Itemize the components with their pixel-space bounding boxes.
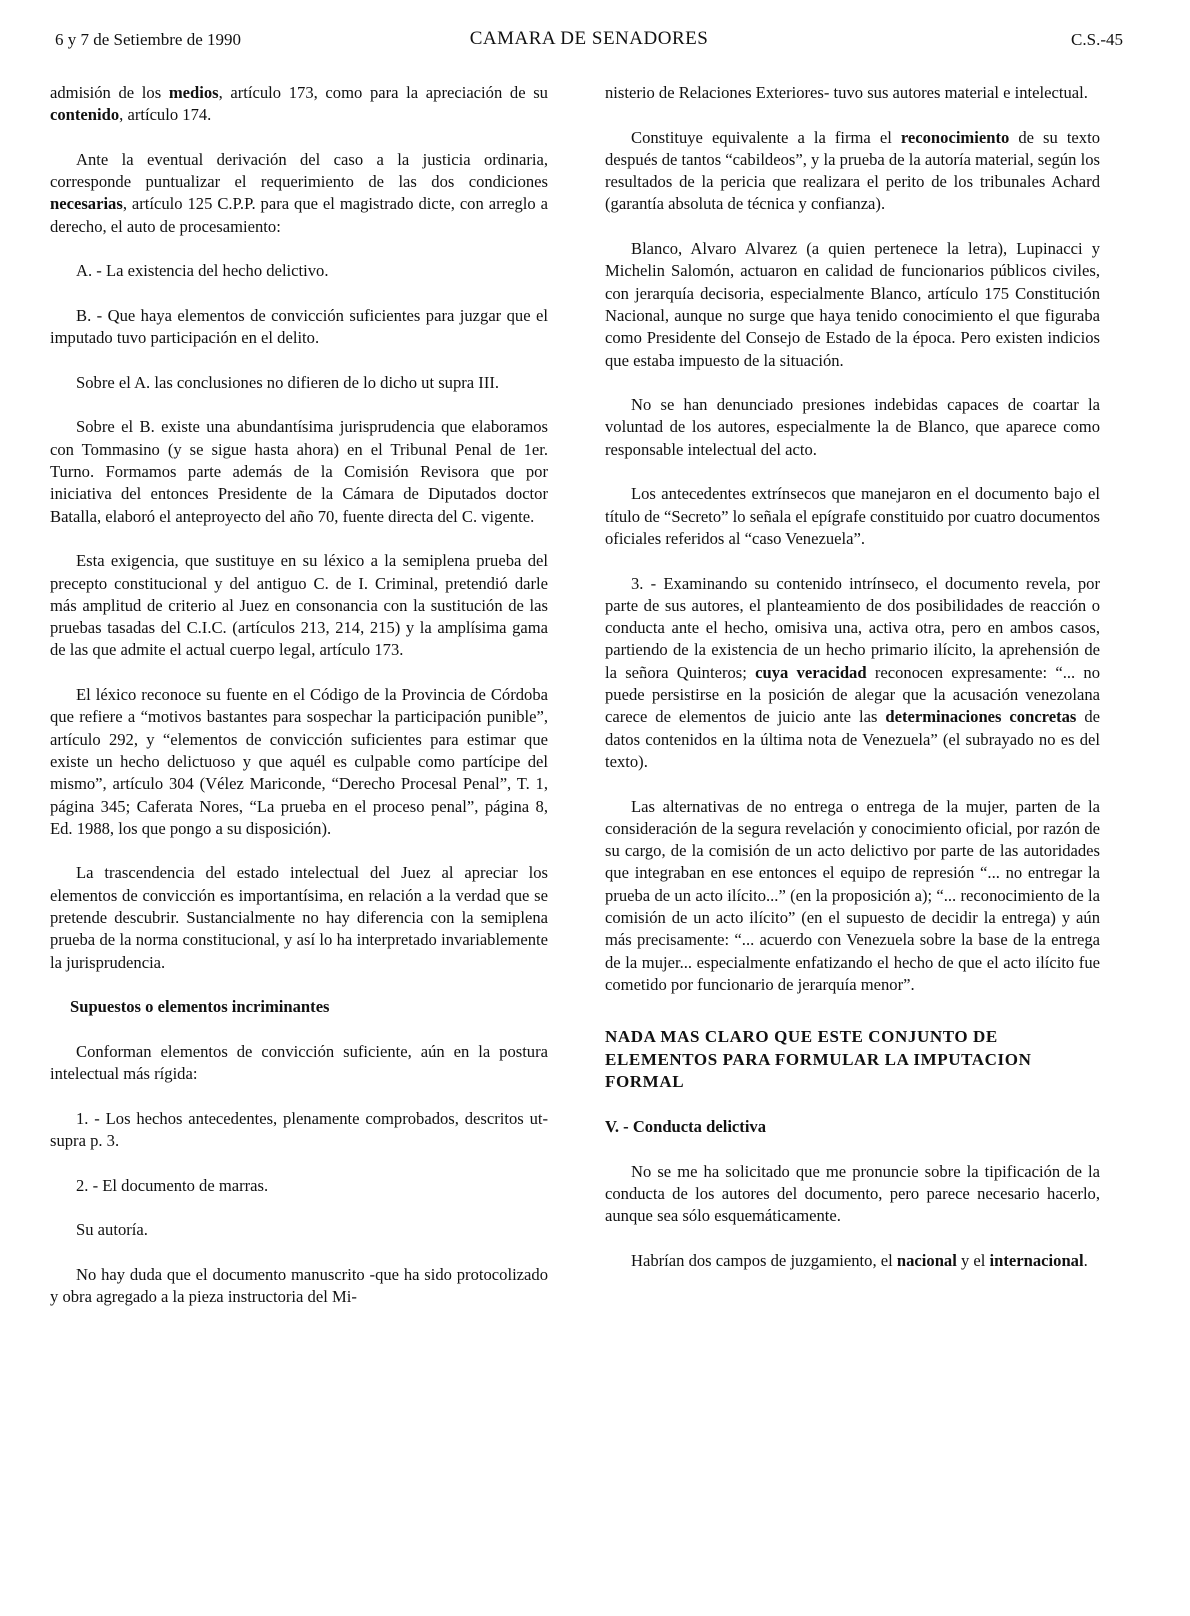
paragraph: No se me ha solicitado que me pronuncie sobre la tipificación de la conducta de los autores del documento, pero parece necesario hacerlo, aunque sea sólo esquemáticamente.	[605, 1161, 1100, 1226]
left-column	[50, 82, 548, 1308]
text: admisión de los	[50, 83, 169, 102]
bold-text: reconocimiento	[900, 127, 1010, 147]
paragraph: Las alternativas de no entrega o entrega de la mujer, parten de la consideración de la segura revelación y conocimiento oficial, por razón de su cargo, de la comisión de un acto delictivo por parte de las autoridades que integraban en ese entonces el equipo de represión “... no entregar la prueba de un acto ilícito...” (en la proposición a); “... reconocimiento de la comisión de un acto ilícito” (en el supuesto de decidir la entrega) y aún más precisamente: “... acuerdo con Venezuela sobre la base de la entrega de la mujer... especialmente enfatizando el hecho de que el acto ilícito fue cometido por funcionario de jerarquía menor”.	[605, 796, 1100, 994]
paragraph: A. - La existencia del hecho delictivo.	[76, 261, 329, 281]
text: Constituye equivalente a la firma el	[631, 127, 901, 147]
text: Habrían dos campos de juzgamiento, el	[631, 1250, 897, 1270]
emphasis-statement: NADA MAS CLARO QUE ESTE CONJUNTO DE ELEMENTOS PARA FORMULAR LA IMPUTACION FORMAL	[605, 1027, 1032, 1092]
paragraph: Sobre el A. las conclusiones no difieren de lo dicho ut supra III.	[76, 372, 500, 392]
text: de su texto después de tantos “cabildeos”, y la prueba de la autoría material, según los resultados de la pericia que realizara el perito de los tribunales Achard (garantía absoluta de técnica y confianza).	[605, 127, 1100, 214]
paragraph: 2. - El documento de marras.	[76, 1175, 269, 1195]
page-header	[55, 30, 1123, 60]
text: , artículo 173, como para la apreciación de su	[218, 83, 548, 102]
text: y el	[956, 1250, 990, 1270]
paragraph	[50, 149, 548, 238]
bold-text: medios	[168, 83, 219, 102]
paragraph: B. - Que haya elementos de convicción suficientes para juzgar que el imputado tuvo participación en el delito.	[50, 305, 548, 348]
paragraph: 1. - Los hechos antecedentes, plenamente comprobados, descritos ut-supra p. 3.	[50, 1108, 548, 1150]
bold-text: necesarias	[50, 194, 123, 214]
header-page-number: C.S.-45	[1071, 30, 1123, 49]
paragraph: Esta exigencia, que sustituye en su léxico a la semiplena prueba del precepto constitucional y del antiguo C. de I. Criminal, pretendió darle más amplitud de criterio al Juez en consonancia con la sustitución de las pruebas tasadas del C.I.C. (artículos 213, 214, 215) y la amplísima gama de las que admite el actual cuerpo legal, artículo 173.	[50, 551, 548, 660]
bold-text: contenido	[50, 105, 120, 125]
paragraph: Su autoría.	[76, 1220, 148, 1240]
bold-text: internacional	[989, 1250, 1084, 1270]
text: , artículo 125 C.P.P. para que el magistrado dicte, con arreglo a derecho, el auto de procesamiento:	[50, 194, 548, 236]
text: 3. - Examinando su contenido intrínseco, el documento revela, por parte de sus autores, el planteamiento de dos posibilidades de reacción o conducta ante el hecho, omisiva una, activa otra, pero en ambos casos, partiendo de la existencia de un hecho primario ilícito, la aprehensión de la señora Quinteros;	[605, 573, 1100, 682]
section-heading: V. - Conducta delictiva	[605, 1116, 767, 1136]
bold-text: cuya veracidad	[755, 662, 867, 682]
paragraph	[605, 573, 1100, 774]
paragraph: No se han denunciado presiones indebidas capaces de coartar la voluntad de los autores, especialmente la de Blanco, que aparece como responsable intelectual del acto.	[605, 395, 1100, 459]
text: de datos contenidos en la última nota de Venezuela” (el subrayado no es del texto).	[605, 707, 1101, 771]
paragraph	[605, 1250, 1100, 1272]
text: .	[1083, 1250, 1088, 1270]
paragraph: Los antecedentes extrínsecos que manejaron en el documento bajo el título de “Secreto” lo señala el epígrafe constituido por cuatro documentos oficiales referidos al “caso Venezuela”.	[605, 484, 1100, 548]
paragraph	[50, 82, 548, 127]
text: reconocen expresamente: “... no puede persistirse en la posición de alegar que la acusación venezolana carece de elementos de juicio ante las	[605, 662, 1100, 727]
text: Ante la eventual derivación del caso a la justicia ordinaria, corresponde puntualizar el requerimiento de las dos condiciones	[50, 149, 548, 192]
header-chamber-title: CAMARA DE SENADORES	[469, 28, 709, 49]
paragraph: Conforman elementos de convicción suficiente, aún en la postura intelectual más rígida:	[50, 1041, 548, 1084]
paragraph: nisterio de Relaciones Exteriores- tuvo sus autores material e intelectual.	[605, 83, 1088, 102]
section-heading: Supuestos o elementos incriminantes	[70, 997, 330, 1017]
paragraph: La trascendencia del estado intelectual del Juez al apreciar los elementos de convicción es importantísima, en relación a la verdad que se pretende descubrir. Sustancialmente no hay diferencia con la semiplena prueba de la norma constitucional, y así lo ha interpretado invariablemente la jurisprudencia.	[50, 863, 548, 972]
bold-text: nacional	[896, 1250, 957, 1270]
right-column	[605, 82, 1100, 1272]
text: , artículo 174.	[119, 105, 212, 125]
header-date: 6 y 7 de Setiembre de 1990	[55, 30, 242, 49]
paragraph: Blanco, Alvaro Alvarez (a quien pertenece la letra), Lupinacci y Michelin Salomón, actuaron en calidad de funcionarios públicos civiles, con jerarquía decisoria, especialmente Blanco, artículo 175 Constitución Nacional, aunque no surge que haya tenido conocimiento el que figuraba como Presidente del Consejo de Estado de la época. Pero existen indicios que estaba impuesto de la situación.	[605, 239, 1100, 370]
paragraph: El léxico reconoce su fuente en el Código de la Provincia de Córdoba que refiere a “motivos bastantes para sospechar la participación punible”, artículo 292, y “elementos de convicción suficientes para estimar que existe un hecho delictuoso y que aquél es culpable como partícipe del mismo”, artículo 304 (Vélez Mariconde, “Derecho Procesal Penal”, T. 1, página 345; Caferata Nores, “La prueba en el proceso penal”, página 8, Ed. 1988, los que pongo a su disposición).	[50, 685, 548, 838]
paragraph: No hay duda que el documento manuscrito -que ha sido protocolizado y obra agregado a la pieza instructoria del Mi-	[50, 1264, 548, 1307]
bold-text: determinaciones concretas	[885, 707, 1077, 727]
paragraph: Sobre el B. existe una abundantísima jurisprudencia que elaboramos con Tommasino (y se sigue hasta ahora) en el Tribunal Penal de 1er. Turno. Formamos parte además de la Comisión Revisora que por iniciativa del entonces Presidente de la Cámara de Diputados doctor Batalla, elaboró el anteproyecto del año 70, fuente directa del C. vigente.	[50, 417, 548, 526]
paragraph	[605, 127, 1100, 216]
